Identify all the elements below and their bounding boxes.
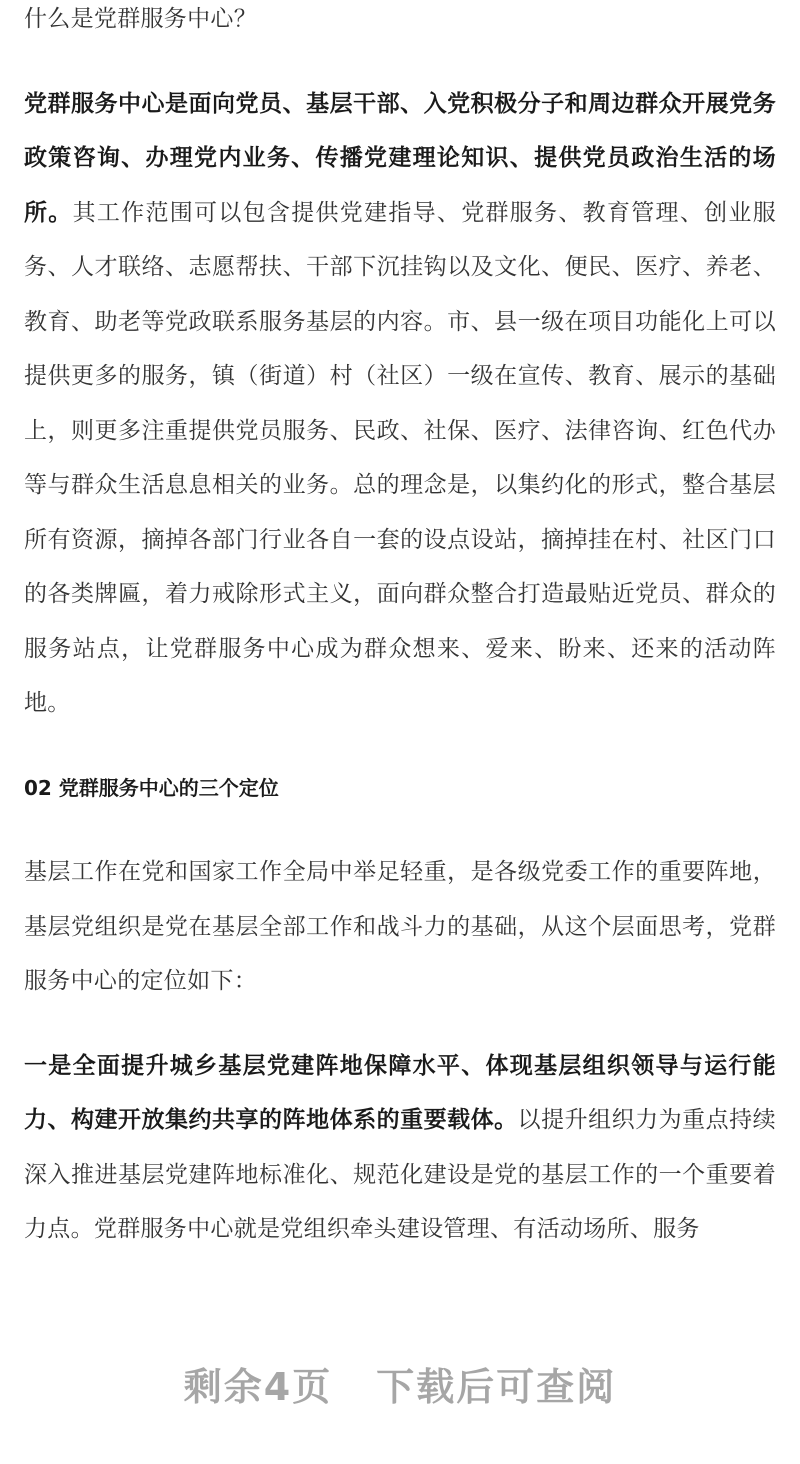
paragraph-definition-body: 其工作范围可以包含提供党建指导、党群服务、教育管理、创业服务、人才联络、志愿帮扶、干部下沉挂钩以及文化、便民、医疗、养老、教育、助老等党政联系服务基层的内容。市、县一级在项目功能化上可以提供更多的服务，镇（街道）村（社区）一级在宣传、教育、展示的基础上，则更多注重提供党员服务、民政、社保、医疗、法律咨询、红色代办等与群众生活息息相关的业务。总的理念是，以集约化的形式，整合基层所有资源，摘掉各部门行业各自一套的设点设站，摘掉挂在村、社区门口的各类牌匾，着力戒除形式主义，面向群众整合打造最贴近党员、群众的服务站点，让党群服务中心成为群众想来、爱来、盼来、还来的活动阵地。 xyxy=(24,199,777,716)
download-prompt-banner[interactable] xyxy=(0,1362,800,1412)
spacer xyxy=(24,47,776,77)
spacer xyxy=(24,1009,776,1039)
paragraph-definition xyxy=(24,77,776,731)
paragraph-positioning-intro: 基层工作在党和国家工作全局中举足轻重，是各级党委工作的重要阵地，基层党组织是党在基层全部工作和战斗力的基础，从这个层面思考，党群服务中心的定位如下： xyxy=(24,859,776,994)
remaining-pages-label: 剩余4页 xyxy=(183,1365,333,1409)
document-body xyxy=(24,0,776,1257)
paragraph-first-positioning-body: 以提升组织力为重点持续深入推进基层党建阵地标准化、规范化建设是党的基层工作的一个重要着力点。党群服务中心就是党组织牵头建设管理、有活动场所、服务 xyxy=(24,1107,776,1242)
download-hint-label: 下载后可查阅 xyxy=(376,1365,617,1409)
paragraph-definition-emphasis: 党群服务中心是面向党员、基层干部、入党积极分子和周边群众开展党务政策咨询、办理党内业务、传播党建理论知识、提供党员政治生活的场所。 xyxy=(24,90,776,226)
section-question: 什么是党群服务中心？ xyxy=(24,6,257,32)
spacer xyxy=(24,731,776,761)
paragraph-first-positioning xyxy=(24,1039,776,1257)
paragraph-first-positioning-emphasis: 一是全面提升城乡基层党建阵地保障水平、体现基层组织领导与运行能力、构建开放集约共享的阵地体系的重要载体。 xyxy=(24,1052,776,1133)
spacer xyxy=(24,815,776,845)
section-heading: 02 党群服务中心的三个定位 xyxy=(24,775,279,800)
